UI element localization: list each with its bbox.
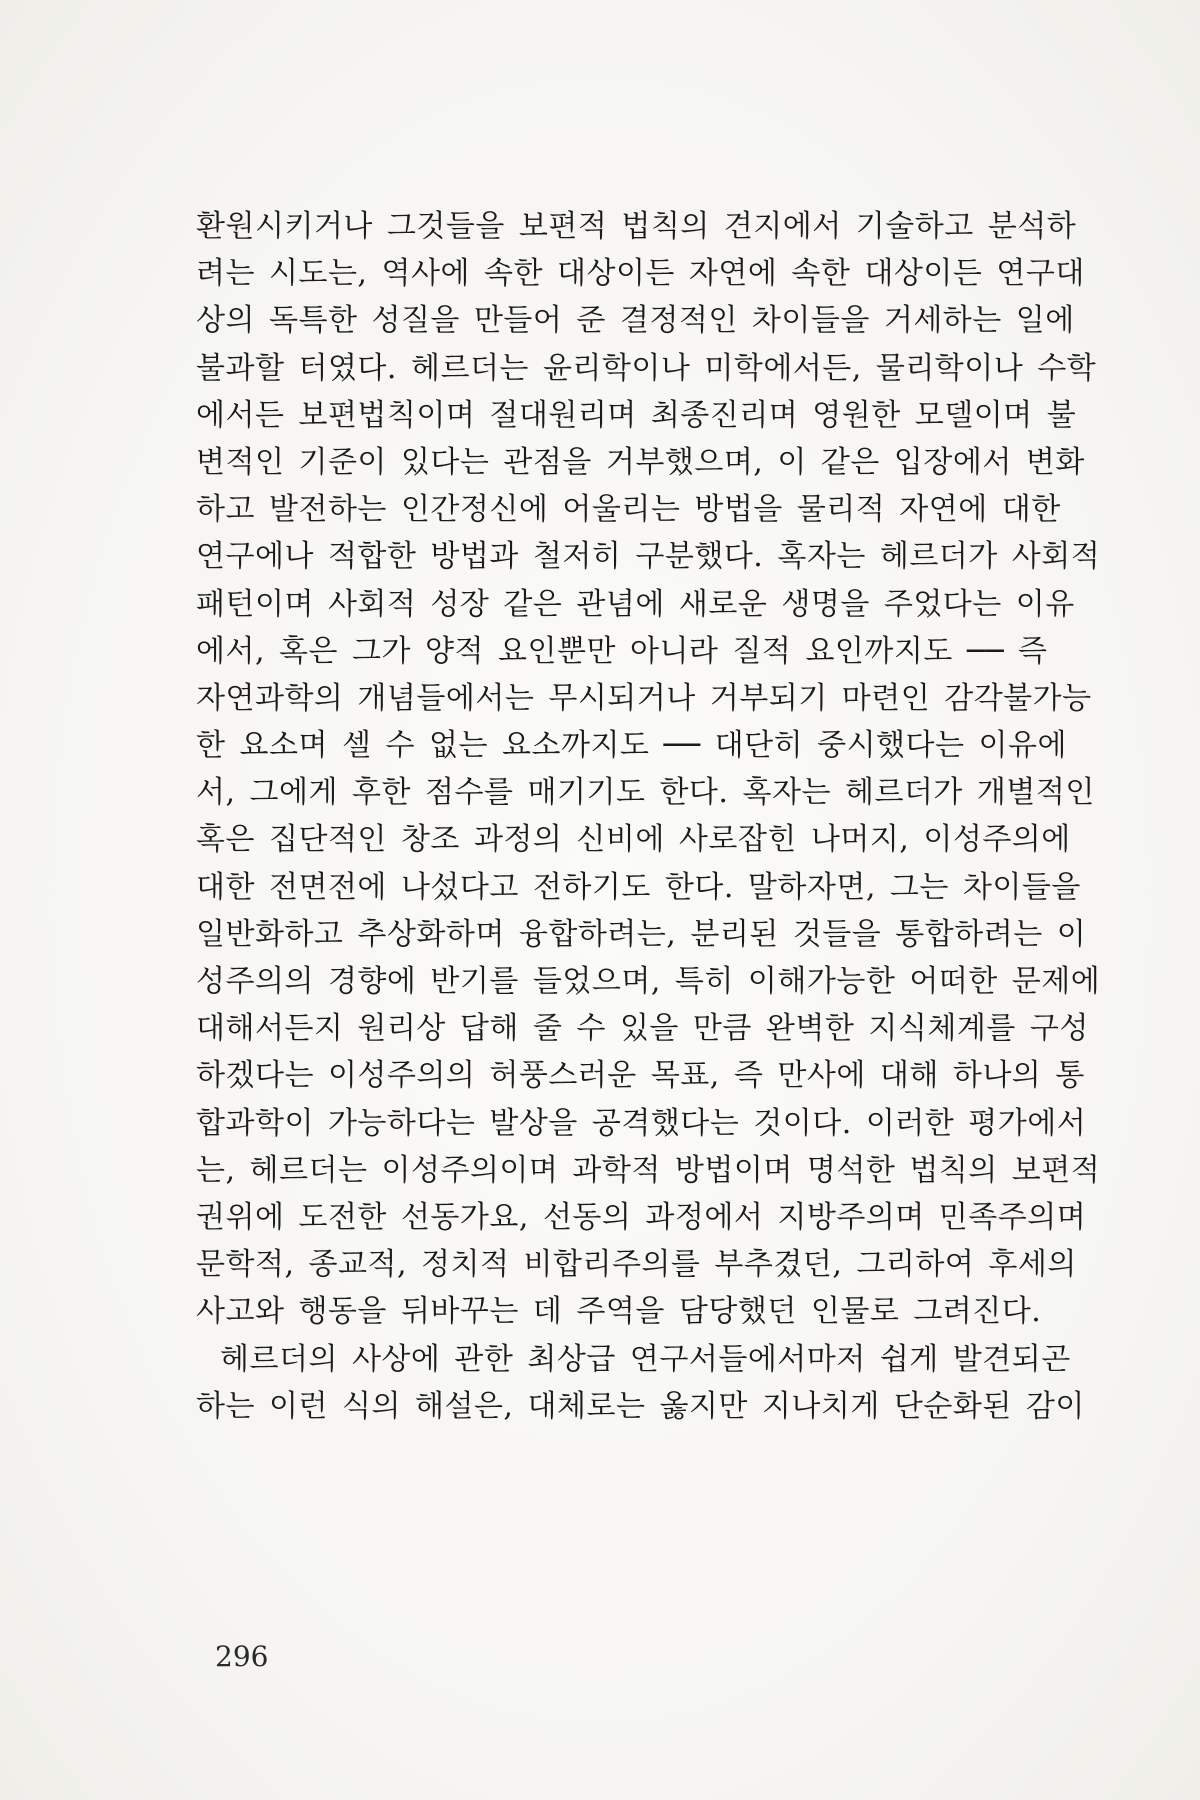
text-line: 려는 시도는, 역사에 속한 대상이든 자연에 속한 대상이든 연구대	[196, 256, 1085, 292]
text-line: 불과할 터였다. 헤르더는 윤리학이나 미학에서든, 물리학이나 수학	[196, 350, 1097, 386]
text-line: 헤르더의 사상에 관한 최상급 연구서들에서마저 쉽게 발견되곤	[220, 1341, 1071, 1377]
text-line: 는, 헤르더는 이성주의이며 과학적 방법이며 명석한 법칙의 보편적	[196, 1152, 1101, 1188]
text-line: 에서, 혹은 그가 양적 요인뿐만 아니라 질적 요인까지도 ── 즉	[196, 633, 1048, 669]
text-line: 패턴이며 사회적 성장 같은 관념에 새로운 생명을 주었다는 이유	[196, 586, 1075, 622]
text-line: 하고 발전하는 인간정신에 어울리는 방법을 물리적 자연에 대한	[196, 492, 1061, 528]
text-line: 서, 그에게 후한 점수를 매기기도 한다. 혹자는 헤르더가 개별적인	[196, 775, 1095, 811]
text-line: 하겠다는 이성주의의 허풍스러운 목표, 즉 만사에 대해 하나의 통	[196, 1058, 1085, 1094]
text-line: 연구에나 적합한 방법과 철저히 구분했다. 혹자는 헤르더가 사회적	[196, 539, 1101, 575]
text-line: 성주의의 경향에 반기를 들었으며, 특히 이해가능한 어떠한 문제에	[196, 964, 1101, 999]
text-line: 하는 이런 식의 해설은, 대체로는 옳지만 지나치게 단순화된 감이	[196, 1388, 1085, 1424]
text-line: 권위에 도전한 선동가요, 선동의 과정에서 지방주의며 민족주의며	[196, 1199, 1087, 1235]
text-line: 문학적, 종교적, 정치적 비합리주의를 부추겼던, 그리하여 후세의	[196, 1247, 1077, 1283]
page-number: 296	[215, 1640, 269, 1673]
text-line: 상의 독특한 성질을 만들어 준 결정적인 차이들을 거세하는 일에	[196, 303, 1075, 339]
text-line: 환원시키거나 그것들을 보편적 법칙의 견지에서 기술하고 분석하	[196, 209, 1077, 244]
text-line: 대해서든지 원리상 답해 줄 수 있을 만큼 완벽한 지식체계를 구성	[196, 1011, 1089, 1047]
text-line: 사고와 행동을 뒤바꾸는 데 주역을 담당했던 인물로 그려진다.	[196, 1294, 1042, 1330]
text-line: 변적인 기준이 있다는 관점을 거부했으며, 이 같은 입장에서 변화	[196, 444, 1085, 480]
text-line: 대한 전면전에 나섰다고 전하기도 한다. 말하자면, 그는 차이들을	[196, 869, 1081, 905]
text-line: 한 요소며 셀 수 없는 요소까지도 ── 대단히 중시했다는 이유에	[196, 728, 1067, 764]
text-line: 자연과학의 개념들에서는 무시되거나 거부되기 마련인 감각불가능	[196, 680, 1092, 716]
text-line: 에서든 보편법칙이며 절대원리며 최종진리며 영원한 모델이며 불	[196, 397, 1077, 433]
body-text	[196, 203, 1101, 1430]
text-line: 혹은 집단적인 창조 과정의 신비에 사로잡힌 나머지, 이성주의에	[196, 822, 1071, 858]
text-line: 합과학이 가능하다는 발상을 공격했다는 것이다. 이러한 평가에서	[196, 1105, 1087, 1141]
text-line: 일반화하고 추상화하며 융합하려는, 분리된 것들을 통합하려는 이	[196, 916, 1087, 952]
